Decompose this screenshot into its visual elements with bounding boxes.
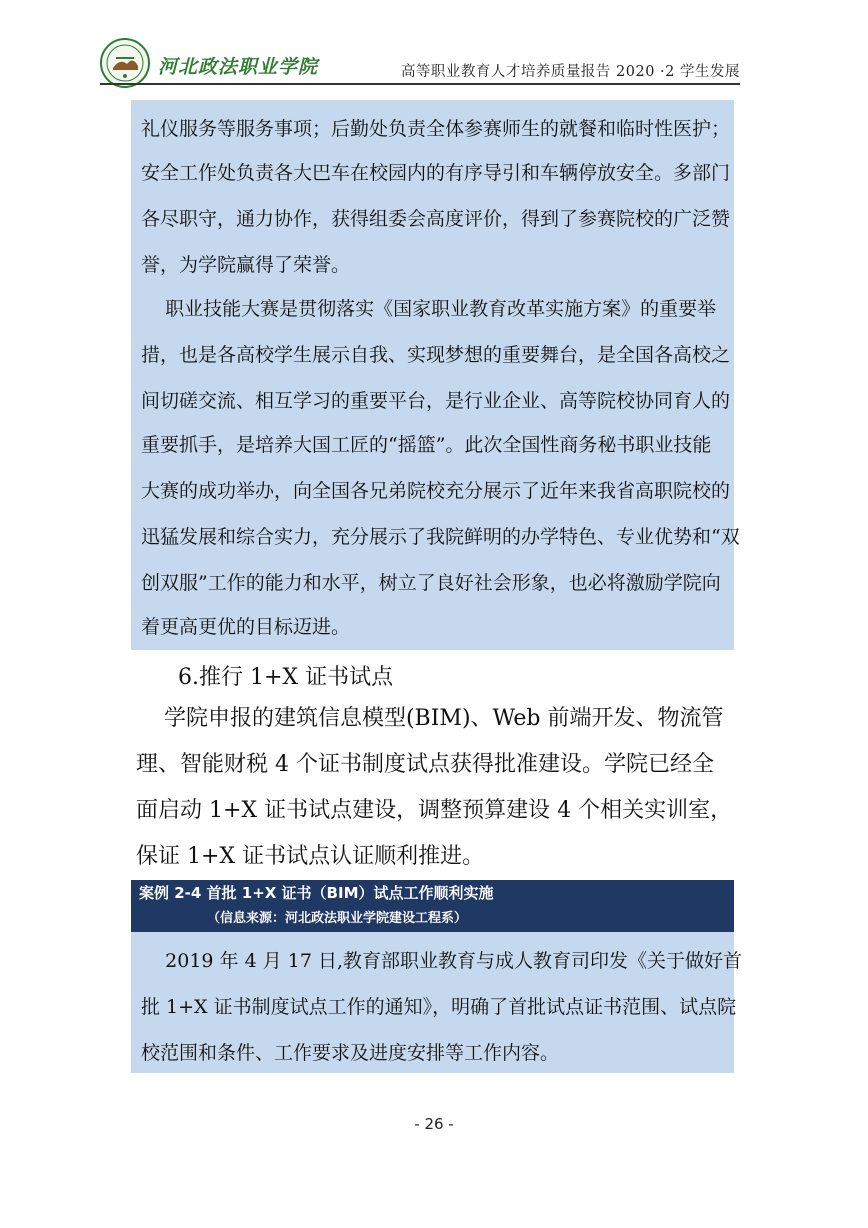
box-line: 重要抓手，是培养大国工匠的“摇篮”。此次全国性商务秘书职业技能 <box>141 434 712 456</box>
box-line: 誉，为学院赢得了荣誉。 <box>141 254 351 276</box>
case-line: 批 1+X 证书制度试点工作的通知》，明确了首批试点证书范围、试点院 <box>141 996 737 1018</box>
case-line: 2019 年 4 月 17 日,教育部职业教育与成人教育司印发《关于做好首 <box>141 950 743 972</box>
case-box <box>131 932 743 1073</box>
school-logo <box>100 38 150 88</box>
case-line: 校范围和条件、工作要求及进度安排等工作内容。 <box>141 1042 560 1064</box>
box-line: 措，也是各高校学生展示自我、实现梦想的重要舞台，是全国各高校之 <box>141 344 731 366</box>
body-line: 学院申报的建筑信息模型(BIM)、Web 前端开发、物流管 <box>136 706 724 731</box>
box-line: 大赛的成功举办，向全国各兄弟院校充分展示了近年来我省高职院校的 <box>141 480 731 502</box>
box-line: 迅猛发展和综合实力，充分展示了我院鲜明的办学特色、专业优势和“双 <box>141 526 740 548</box>
box-line: 各尽职守，通力协作，获得组委会高度评价，得到了参赛院校的广泛赞 <box>141 208 731 230</box>
box-line: 礼仪服务等服务事项；后勤处负责全体参赛师生的就餐和临时性医护； <box>141 118 731 140</box>
body-line: 面启动 1+X 证书试点建设，调整预算建设 4 个相关实训室， <box>136 798 733 823</box>
page-number: - 26 - <box>414 1115 454 1133</box>
header-divider <box>100 83 740 85</box>
case-title: 案例 2-4 首批 1+X 证书（BIM）试点工作顺利实施 <box>131 880 734 906</box>
body-line: 理、智能财税 4 个证书制度试点获得批准建设。学院已经全 <box>136 752 714 777</box>
box-line: 着更高更优的目标迈进。 <box>141 616 351 638</box>
box-line: 职业技能大赛是贯彻落实《国家职业教育改革实施方案》的重要举 <box>141 298 717 320</box>
body-line: 保证 1+X 证书试点认证顺利推进。 <box>136 844 485 869</box>
box-line: 间切磋交流、相互学习的重要平台，是行业企业、高等院校协同育人的 <box>141 390 731 412</box>
highlight-box <box>131 100 740 650</box>
section-heading: 6.推行 1+X 证书试点 <box>178 665 394 690</box>
case-source: （信息来源：河北政法职业学院建设工程系） <box>131 906 734 932</box>
box-line: 创双服”工作的能力和水平，树立了良好社会形象，也必将激励学院向 <box>141 572 721 594</box>
school-name: 河北政法职业学院 <box>158 56 319 78</box>
box-line: 安全工作处负责各大巴车在校园内的有序导引和车辆停放安全。多部门 <box>141 162 731 184</box>
report-title: 高等职业教育人才培养质量报告 2020 ·2 学生发展 <box>400 64 740 80</box>
